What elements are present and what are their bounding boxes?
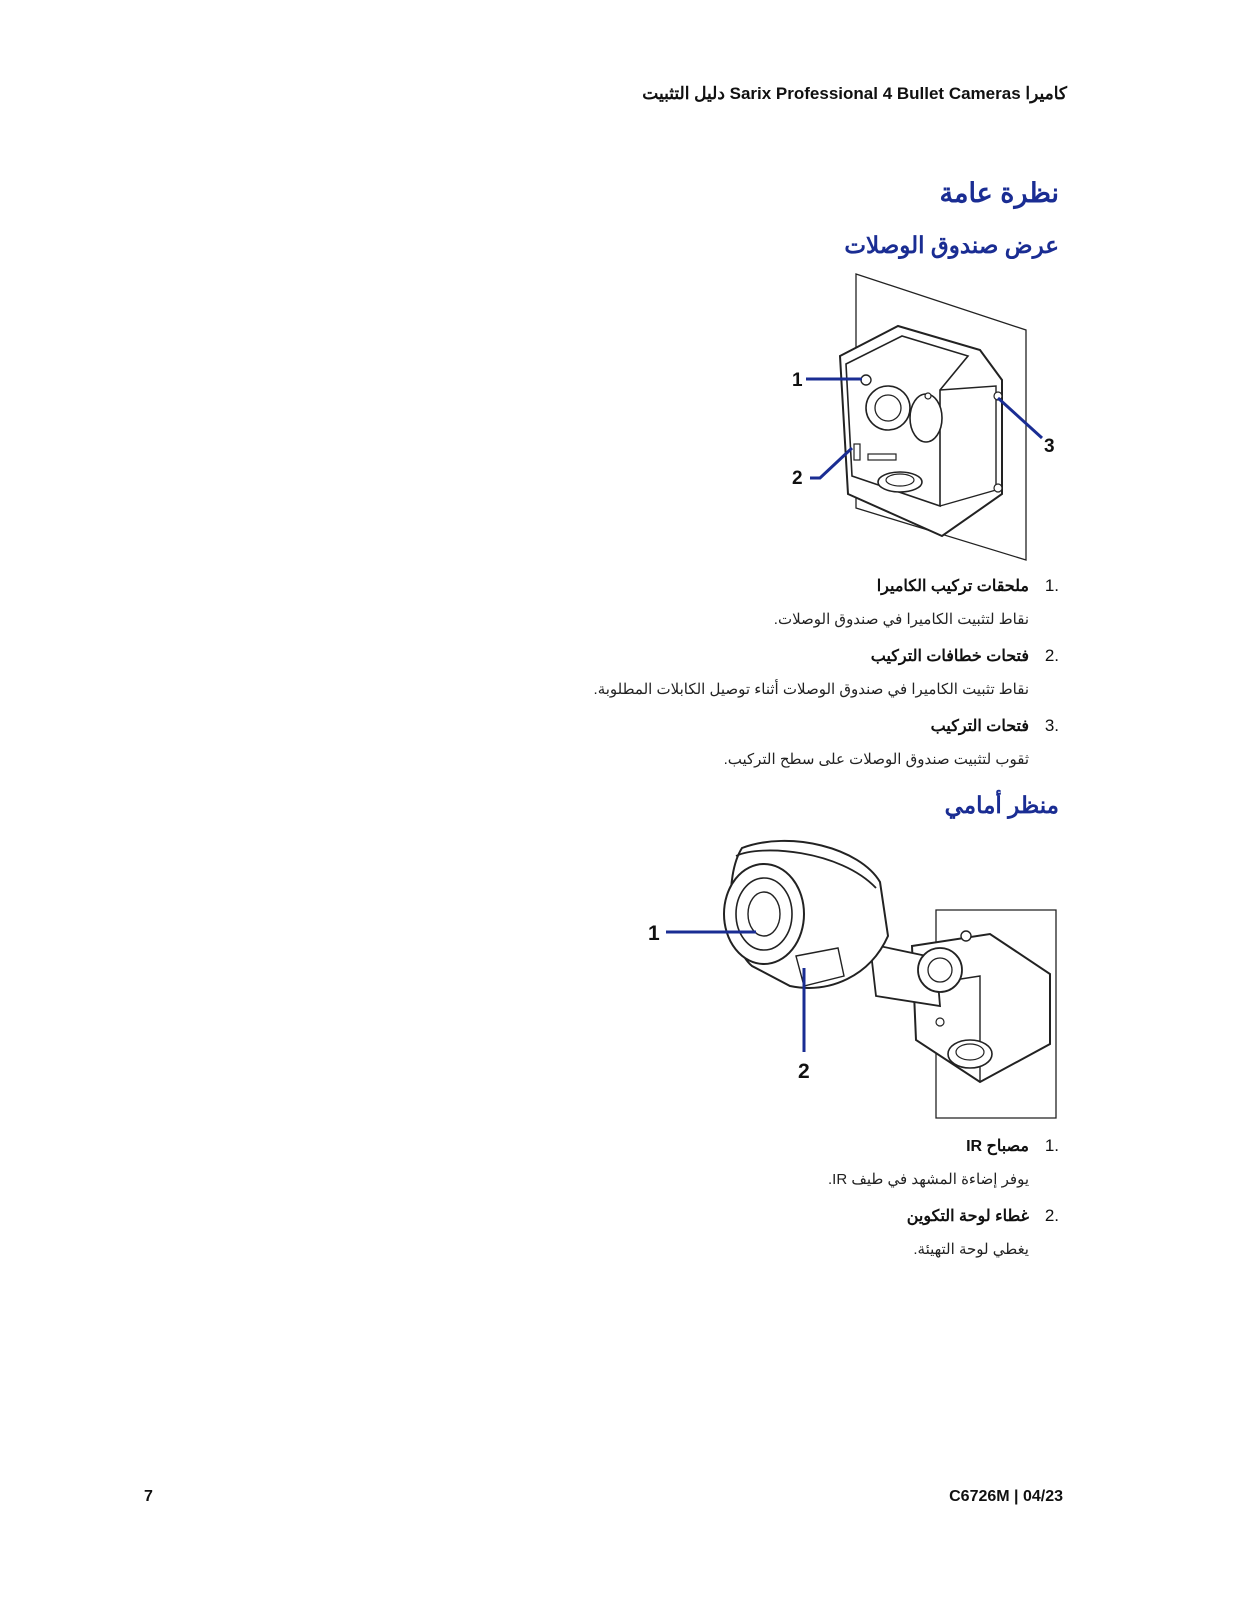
- item-number: 2.: [1044, 646, 1059, 665]
- list-item: [930, 716, 1059, 736]
- list-item: [906, 1206, 1059, 1226]
- running-header: كاميرا Sarix Professional 4 Bullet Cameras دليل التثبيت: [642, 84, 1067, 103]
- item-title: فتحات التركيب: [930, 718, 1029, 735]
- item-title: فتحات خطافات التركيب: [870, 648, 1029, 665]
- list-item: [876, 576, 1059, 596]
- item-title: غطاء لوحة التكوين: [906, 1208, 1029, 1225]
- callout-label: 1: [648, 922, 660, 945]
- list-item: [870, 646, 1059, 666]
- item-number: 1.: [1044, 576, 1059, 595]
- section-title-front-view: منظر أمامي: [944, 792, 1059, 818]
- item-description: نقاط تثبيت الكاميرا في صندوق الوصلات أثناء توصيل الكابلات المطلوبة.: [593, 681, 1029, 698]
- item-number: 2.: [1044, 1206, 1059, 1225]
- item-description: يوفر إضاءة المشهد في طيف IR.: [827, 1171, 1029, 1188]
- section-title-junction-box: عرض صندوق الوصلات: [844, 232, 1059, 258]
- item-description: ثقوب لتثبيت صندوق الوصلات على سطح التركيب.: [723, 751, 1029, 768]
- item-title: ملحقات تركيب الكاميرا: [876, 578, 1029, 595]
- list-item: [966, 1136, 1059, 1156]
- item-number: 3.: [1044, 716, 1059, 735]
- page-title: نظرة عامة: [939, 178, 1059, 208]
- callout-label: 2: [792, 468, 803, 489]
- item-description: نقاط لتثبيت الكاميرا في صندوق الوصلات.: [773, 611, 1029, 628]
- item-number: 1.: [1044, 1136, 1059, 1155]
- item-description: يغطي لوحة التهيئة.: [913, 1241, 1029, 1258]
- camera-front-view-illustration: [640, 826, 1060, 1126]
- document-id: C6726M | 04/23: [949, 1488, 1063, 1505]
- page-number: 7: [144, 1488, 153, 1505]
- item-title: مصباح IR: [966, 1138, 1029, 1155]
- callout-label: 1: [792, 370, 803, 391]
- junction-box-illustration: [770, 268, 1060, 568]
- callout-label: 3: [1044, 436, 1055, 457]
- callout-label: 2: [798, 1060, 810, 1083]
